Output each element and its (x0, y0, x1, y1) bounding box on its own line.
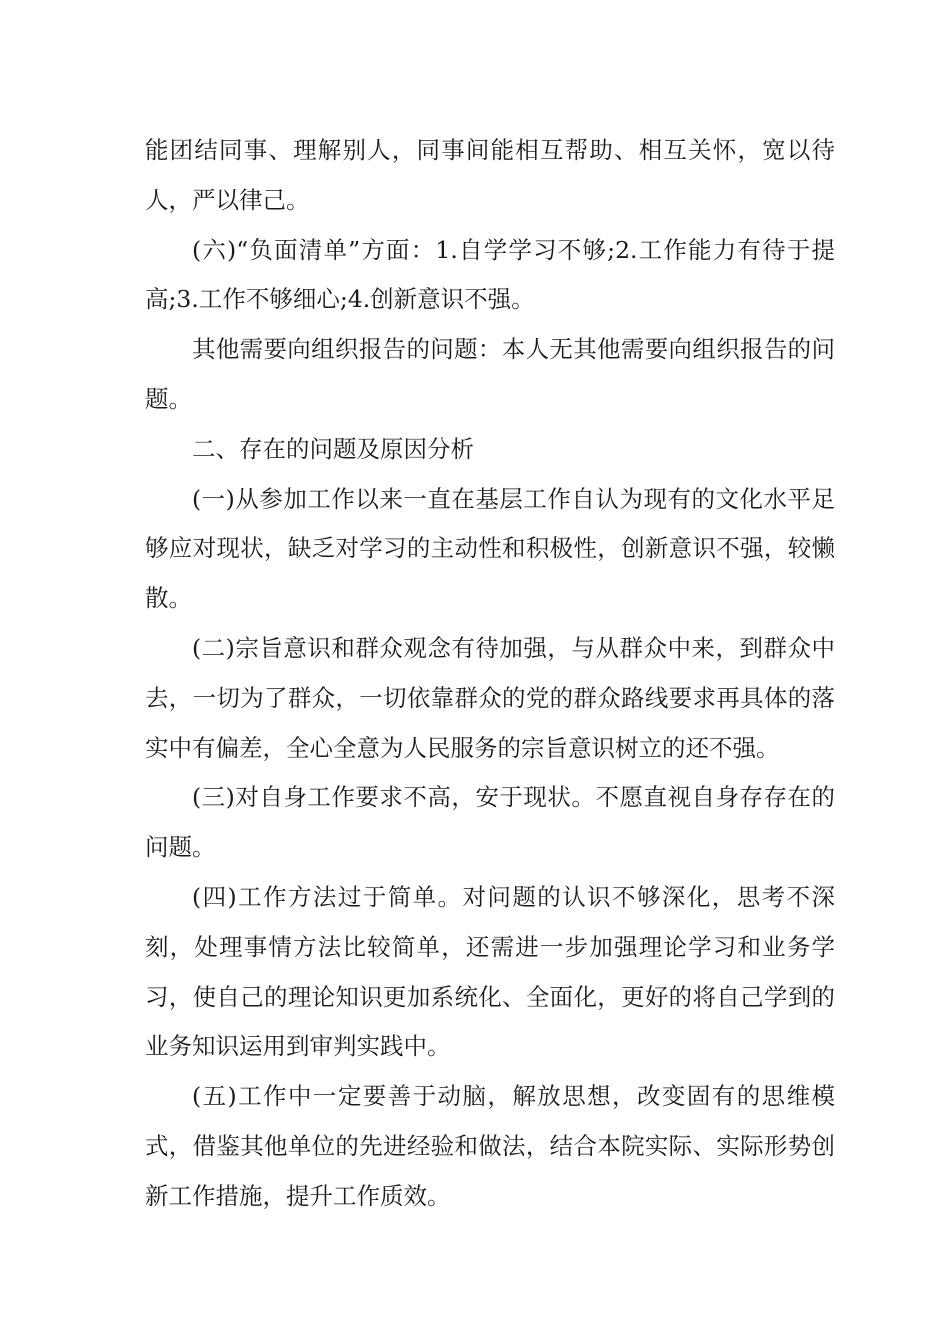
paragraph-continuation: 能团结同事、理解别人，同事间能相互帮助、相互关怀，宽以待人，严以律己。 (145, 136, 835, 214)
paragraph-other-issues: 其他需要向组织报告的问题：本人无其他需要向组织报告的问题。 (145, 335, 835, 413)
paragraph-item-4: (四)工作方法过于简单。对问题的认识不够深化，思考不深刻，处理事情方法比较简单，还需进一步加强理论学习和业务学习，使自己的理论知识更加系统化、全面化，更好的将自己学到的业务知识运用到审判实践中。 (145, 882, 835, 1061)
paragraph-item-2: (二)宗旨意识和群众观念有待加强，与从群众中来，到群众中去，一切为了群众，一切依靠群众的党的群众路线要求再具体的落实中有偏差，全心全意为人民服务的宗旨意识树立的还不强。 (145, 633, 835, 762)
paragraph-item-1: (一)从参加工作以来一直在基层工作自认为现有的文化水平足够应对现状，缺乏对学习的主动性和积极性，创新意识不强，较懒散。 (145, 484, 835, 613)
paragraph-item-5: (五)工作中一定要善于动脑，解放思想，改变固有的思维模式，借鉴其他单位的先进经验和做法，结合本院实际、实际形势创新工作措施，提升工作质效。 (145, 1082, 835, 1210)
paragraph-item-3: (三)对自身工作要求不高，安于现状。不愿直视自身存存在的问题。 (145, 783, 835, 862)
section-heading-problems-analysis: 二、存在的问题及原因分析 (192, 434, 474, 463)
document-body (145, 126, 835, 1222)
paragraph-negative-list: (六)“负面清单”方面：1.自学学习不够;2.工作能力有待于提高;3.工作不够细心;4.创新意识不强。 (145, 235, 835, 314)
